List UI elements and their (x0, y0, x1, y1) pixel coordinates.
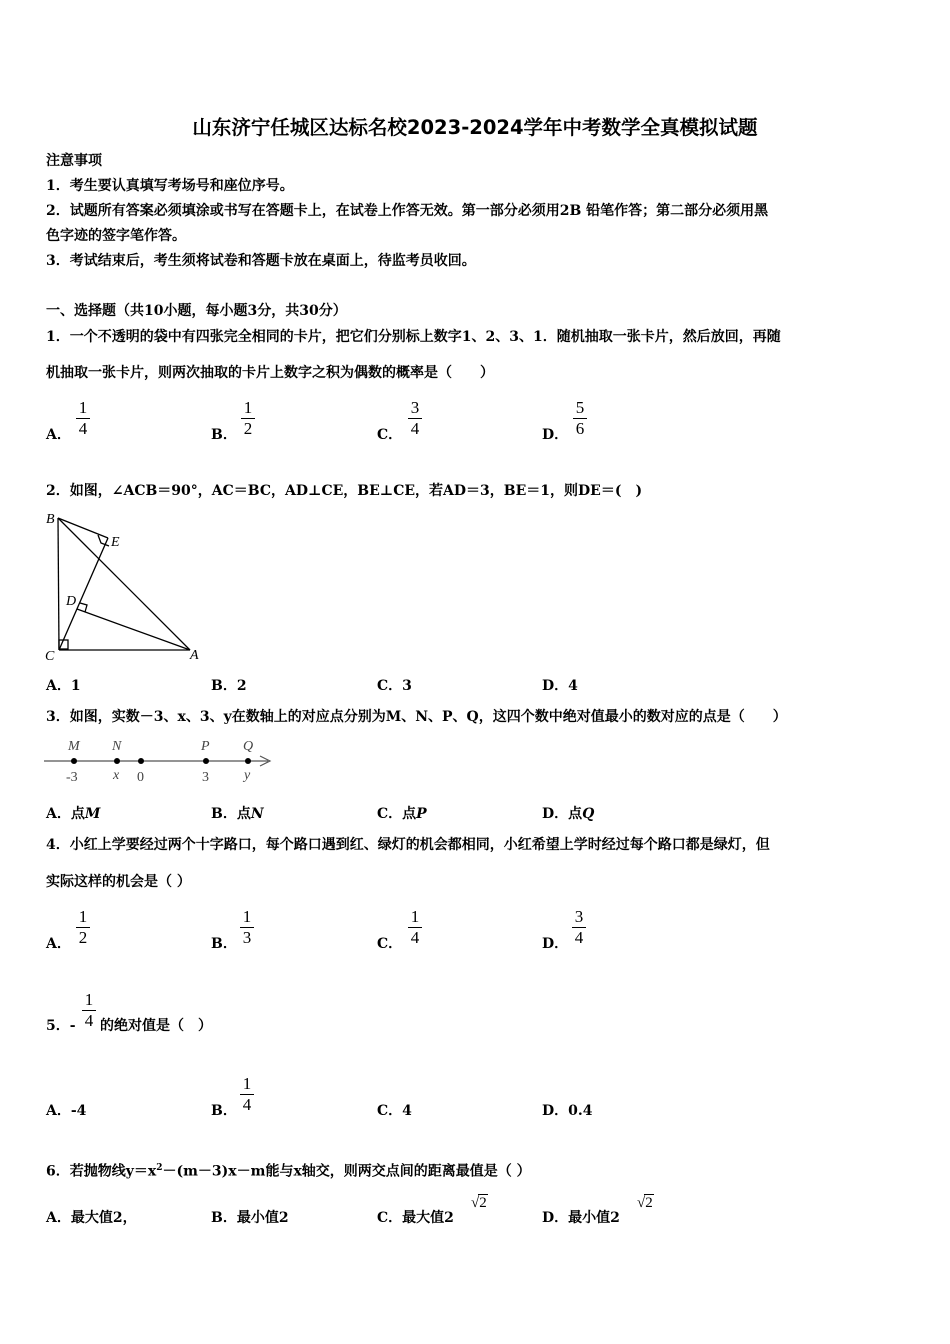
q3-option-c[interactable]: C．点P (377, 806, 427, 822)
q6-option-a[interactable]: A．最大值2， (46, 1210, 137, 1226)
notice-item-3: 3．考试结束后，考生须将试卷和答题卡放在桌面上，待监考员收回。 (46, 253, 476, 269)
q4-option-b[interactable]: B． (211, 936, 237, 952)
q2-label-d: D (66, 594, 77, 609)
q3-text (46, 707, 787, 727)
q1-option-a[interactable]: A． (46, 427, 71, 443)
q5-prefix: 5．- (46, 1018, 76, 1034)
q1-option-a-fraction: 1 4 (76, 398, 90, 439)
q3-number-line (42, 734, 278, 786)
q4-option-a[interactable]: A． (46, 936, 71, 952)
q3-option-a[interactable]: A．点M (46, 806, 101, 822)
q4-text-line2: 实际这样的机会是（ ） (46, 874, 191, 890)
q3-point-n: N (112, 739, 122, 754)
q6-option-d-sqrt: √2 (637, 1195, 653, 1211)
q2-option-c[interactable]: C．3 (377, 678, 412, 694)
q6-option-b[interactable]: B．最小值2 (211, 1210, 289, 1226)
q3-tick-x: x (113, 768, 120, 783)
q3-point-q: Q (243, 739, 254, 754)
q1-option-c[interactable]: C． (377, 427, 403, 443)
q5-option-a[interactable]: A．-4 (46, 1103, 87, 1119)
page-title: 山东济宁任城区达标名校2023-2024学年中考数学全真模拟试题 (192, 116, 758, 139)
q5-suffix: 的绝对值是（ ） (100, 1018, 212, 1034)
q5-option-b-fraction: 1 4 (240, 1074, 254, 1115)
q3-tick-minus3: -3 (66, 770, 78, 785)
q5-option-c[interactable]: C．4 (377, 1103, 412, 1119)
q4-option-c[interactable]: C． (377, 936, 403, 952)
q4-option-c-fraction: 1 4 (408, 907, 422, 948)
q1-option-d-fraction: 5 6 (573, 398, 587, 439)
q1-text-line2: 机抽取一张卡片，则两次抽取的卡片上数字之积为偶数的概率是（ ） (46, 365, 494, 381)
q1-option-b[interactable]: B． (211, 427, 237, 443)
q4-text-line1: 4．小红上学要经过两个十字路口，每个路口遇到红、绿灯的机会都相同，小红希望上学时经过每个路口都是绿灯，但 (46, 837, 770, 853)
q4-option-d-fraction: 3 4 (572, 907, 586, 948)
q2-option-b[interactable]: B．2 (211, 678, 247, 694)
q1-option-c-fraction: 3 4 (408, 398, 422, 439)
q3-point-m: M (68, 739, 80, 754)
q3-tick-y: y (244, 768, 251, 783)
q2-option-d[interactable]: D．4 (542, 678, 578, 694)
q6-option-c[interactable]: C．最大值2 (377, 1210, 454, 1226)
q2-triangle-figure (40, 508, 210, 668)
q4-option-a-fraction: 1 2 (76, 907, 90, 948)
q2-label-b: B (46, 512, 55, 527)
q2-label-e: E (111, 535, 120, 550)
q2-text: 2．如图，∠ACB＝90°，AC＝BC，AD⊥CE，BE⊥CE，若AD＝3，BE＝1，则DE＝( ) (46, 483, 643, 499)
q3-tick-0: 0 (137, 770, 144, 785)
q2-label-a: A (190, 648, 199, 663)
notice-item-2: 2．试题所有答案必须填涂或书写在答题卡上，在试卷上作答无效。第一部分必须用2B 铅笔作答；第二部分必须用黑 (46, 203, 769, 219)
q1-text-line1: 1．一个不透明的袋中有四张完全相同的卡片，把它们分别标上数字1、2、3、1．随机抽取一张卡片，然后放回，再随 (46, 329, 781, 345)
q6-text: 6．若抛物线$y=x^2-(m-3)x-m$能与x轴交，则两交点间的距离最值是（ ） (46, 1163, 531, 1180)
section-heading: 一、选择题（共10小题，每小题3分，共30分） (46, 303, 347, 319)
q3-option-b[interactable]: B．点N (211, 806, 264, 822)
notice-item-2-cont: 色字迹的签字笔作答。 (46, 228, 186, 244)
q1-option-b-fraction: 1 2 (241, 398, 255, 439)
q6-option-d[interactable]: D．最小值2 (542, 1210, 620, 1226)
q5-option-d[interactable]: D．0.4 (542, 1103, 593, 1119)
q5-fraction: 1 4 (82, 990, 96, 1031)
q2-option-a[interactable]: A．1 (46, 678, 81, 694)
notice-item-1: 1．考生要认真填写考场号和座位序号。 (46, 178, 294, 194)
q1-option-d[interactable]: D． (542, 427, 569, 443)
q6-option-c-sqrt: √2 (471, 1195, 487, 1211)
q4-option-d[interactable]: D． (542, 936, 569, 952)
q5-option-b[interactable]: B． (211, 1103, 237, 1119)
q3-tick-3: 3 (202, 770, 209, 785)
notice-heading: 注意事项 (46, 153, 102, 169)
q3-option-d[interactable]: D．点Q (542, 806, 595, 822)
q3-text-full: 3．如图，实数－3、x、3、y在数轴上的对应点分别为M、N、P、Q，这四个数中绝对值最小的数对应的点是（ ） (46, 709, 787, 725)
q3-point-p: P (201, 739, 210, 754)
q4-option-b-fraction: 1 3 (240, 907, 254, 948)
q2-label-c: C (45, 649, 55, 664)
